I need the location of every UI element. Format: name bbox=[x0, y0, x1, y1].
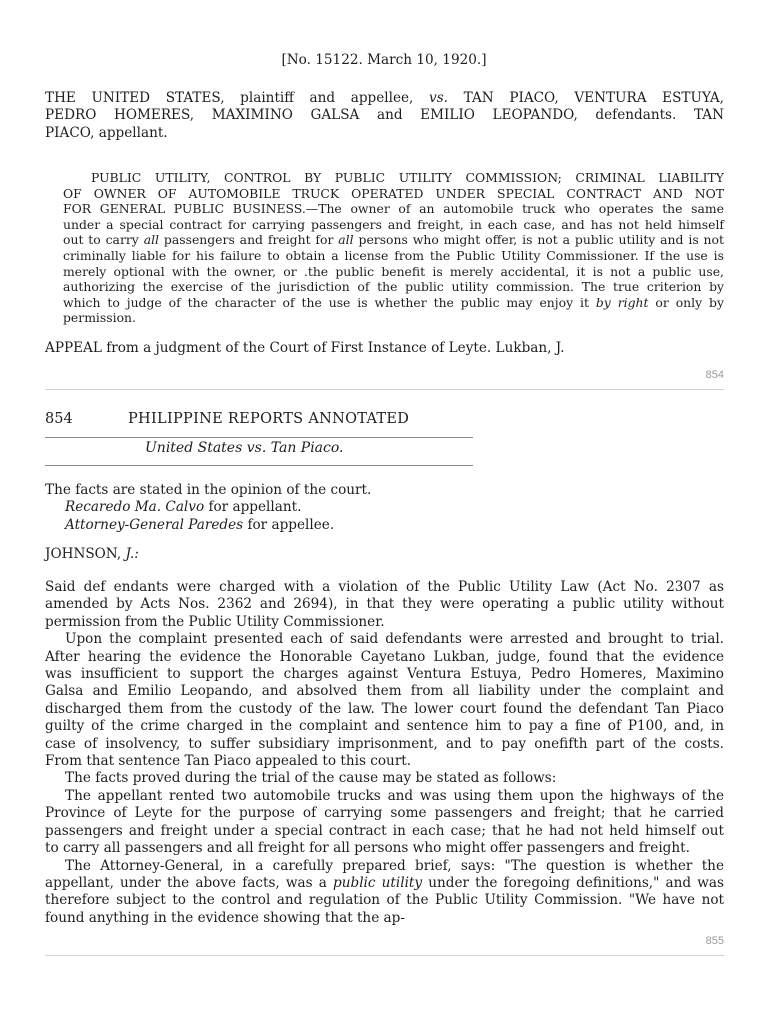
opinion-line: was insufficient to support the charges against Ventura Estuya, Pedro Homeres, Maximino bbox=[45, 666, 724, 683]
opinion-fragment: appellant, under the above facts, was a bbox=[45, 874, 327, 891]
header-rule-top bbox=[45, 437, 473, 438]
opinion-line bbox=[45, 875, 724, 892]
syllabus-line-9c: or only by bbox=[655, 294, 724, 310]
syllabus-line-4: under a special contract for carrying passengers and freight, in each case, and has not held himself bbox=[63, 216, 724, 232]
opinion-line: found anything in the evidence showing that the ap- bbox=[45, 909, 405, 926]
syllabus-line-2: OF OWNER OF AUTOMOBILE TRUCK OPERATED UNDER SPECIAL CONTRACT AND NOT bbox=[63, 185, 724, 201]
opinion-line: From that sentence Tan Piaco appealed to this court. bbox=[45, 753, 412, 770]
parties-line-3: PIACO, appellant. bbox=[45, 124, 168, 141]
opinion-line: The facts proved during the trial of the cause may be stated as follows: bbox=[65, 770, 557, 787]
opinion-line: The Attorney-General, in a carefully prepared brief, says: "The question is whether the bbox=[65, 857, 724, 874]
syllabus-line-1: PUBLIC UTILITY, CONTROL BY PUBLIC UTILITY COMMISSION; CRIMINAL LIABILITY bbox=[91, 170, 724, 185]
appellee-counsel bbox=[45, 517, 724, 534]
opinion-line: permission from the Public Utility Commissioner. bbox=[45, 613, 385, 630]
syllabus-all-2: all bbox=[338, 232, 354, 248]
syllabus-line-8: authorizing the exercise of the jurisdiction of the public utility commission. The true criterion by bbox=[63, 279, 724, 295]
syllabus-line-7: merely optional with the owner, or .the public benefit is merely accidental, it is not a public use, bbox=[63, 263, 724, 279]
opinion-line: discharged them from the custody of the law. The lower court found the defendant Tan Piaco bbox=[45, 700, 724, 717]
appeal-line: APPEAL from a judgment of the Court of First Instance of Leyte. Lukban, J. bbox=[45, 340, 565, 356]
opinion-line: passengers and freight under a special contract in each case; that he had not held himself out bbox=[45, 822, 724, 839]
parties-line-1 bbox=[45, 90, 724, 107]
counsel-block bbox=[45, 482, 724, 534]
parties-line-1b: TAN PIACO, VENTURA ESTUYA, bbox=[463, 90, 725, 106]
opinion-author bbox=[45, 546, 724, 563]
parties bbox=[45, 90, 724, 142]
syllabus-all-1: all bbox=[143, 232, 160, 248]
syllabus-by-right: by right bbox=[595, 294, 649, 310]
opinion-line: to carry all passengers and all freight for all persons who might offer passengers and freight. bbox=[45, 840, 690, 857]
header-page-number: 854 bbox=[45, 411, 73, 427]
opinion-line: amended by Acts Nos. 2362 and 2694), in that they were operating a public utility without bbox=[45, 596, 724, 613]
syllabus-line-6: criminally liable for his failure to obtain a license from the Public Utility Commissioner. If the use is bbox=[63, 247, 724, 263]
page-number-footer-2: 855 bbox=[705, 935, 724, 947]
public-utility-emphasis: public utility bbox=[333, 874, 423, 891]
opinion-line: case of insolvency, to suffer subsidiary imprisonment, and to pay onefifth part of the costs. bbox=[45, 735, 724, 752]
opinion-line: Galsa and Emilio Leopando, and absolved them from all liability under the complaint and bbox=[45, 683, 724, 700]
case-number: [No. 15122. March 10, 1920.] bbox=[281, 52, 487, 68]
syllabus-line-5c: passengers and freight for bbox=[163, 232, 334, 248]
syllabus-line-9 bbox=[63, 295, 724, 311]
appellee-counsel-name: Attorney-General Paredes bbox=[65, 516, 244, 533]
syllabus bbox=[63, 170, 724, 326]
opinion-line: Province of Leyte for the purpose of carrying some passengers and freight; that he carried bbox=[45, 805, 724, 822]
parties-line-2: PEDRO HOMERES, MAXIMINO GALSA and EMILIO LEOPANDO, defendants. TAN bbox=[45, 107, 724, 124]
appellant-counsel bbox=[45, 499, 724, 516]
syllabus-line-9a: which to judge of the character of the use is whether the public may enjoy it bbox=[63, 294, 589, 310]
opinion-line: Said def endants were charged with a violation of the Public Utility Law (Act No. 2307 as bbox=[45, 579, 724, 595]
header-rule-bottom bbox=[45, 465, 473, 466]
author-suffix: J.: bbox=[125, 546, 139, 562]
page-divider-2 bbox=[45, 955, 724, 956]
appellant-counsel-role: for appellant. bbox=[208, 499, 302, 516]
opinion-line: The appellant rented two automobile trucks and was using them upon the highways of the bbox=[65, 787, 724, 804]
header-case-title: United States vs. Tan Piaco. bbox=[145, 440, 344, 456]
author-name: JOHNSON, bbox=[45, 546, 122, 562]
opinion-line: Upon the complaint presented each of said defendants were arrested and brought to trial. bbox=[65, 631, 724, 648]
syllabus-line-3: FOR GENERAL PUBLIC BUSINESS.—The owner of an automobile truck who operates the same bbox=[63, 201, 724, 217]
running-header bbox=[45, 411, 73, 427]
syllabus-line-5a: out to carry bbox=[63, 232, 139, 248]
reporter-title: PHILIPPINE REPORTS ANNOTATED bbox=[128, 411, 410, 427]
opinion-body bbox=[45, 579, 724, 927]
appellant-counsel-name: Recaredo Ma. Calvo bbox=[65, 499, 205, 516]
parties-line-1a: THE UNITED STATES, plaintiff and appellee, bbox=[45, 90, 414, 106]
syllabus-line-5e: persons who might offer, is not a public utility and is not bbox=[358, 232, 724, 248]
page-divider-1 bbox=[45, 389, 724, 390]
opinion-fragment: under the foregoing definitions," and was bbox=[428, 874, 724, 891]
syllabus-line-5 bbox=[63, 232, 724, 248]
appellee-counsel-role: for appellee. bbox=[247, 516, 335, 533]
facts-statement: The facts are stated in the opinion of the court. bbox=[45, 482, 372, 498]
parties-versus: vs. bbox=[429, 90, 449, 106]
opinion-line: guilty of the crime charged in the complaint and sentence him to pay a fine of P100, and, in bbox=[45, 718, 724, 735]
opinion-line: After hearing the evidence the Honorable Cayetano Lukban, judge, found that the evidence bbox=[45, 648, 724, 665]
opinion-line: therefore subject to the control and regulation of the Public Utility Commission. "We have not bbox=[45, 892, 724, 909]
syllabus-line-10: permission. bbox=[63, 310, 136, 326]
page-number-footer-1: 854 bbox=[705, 369, 724, 381]
